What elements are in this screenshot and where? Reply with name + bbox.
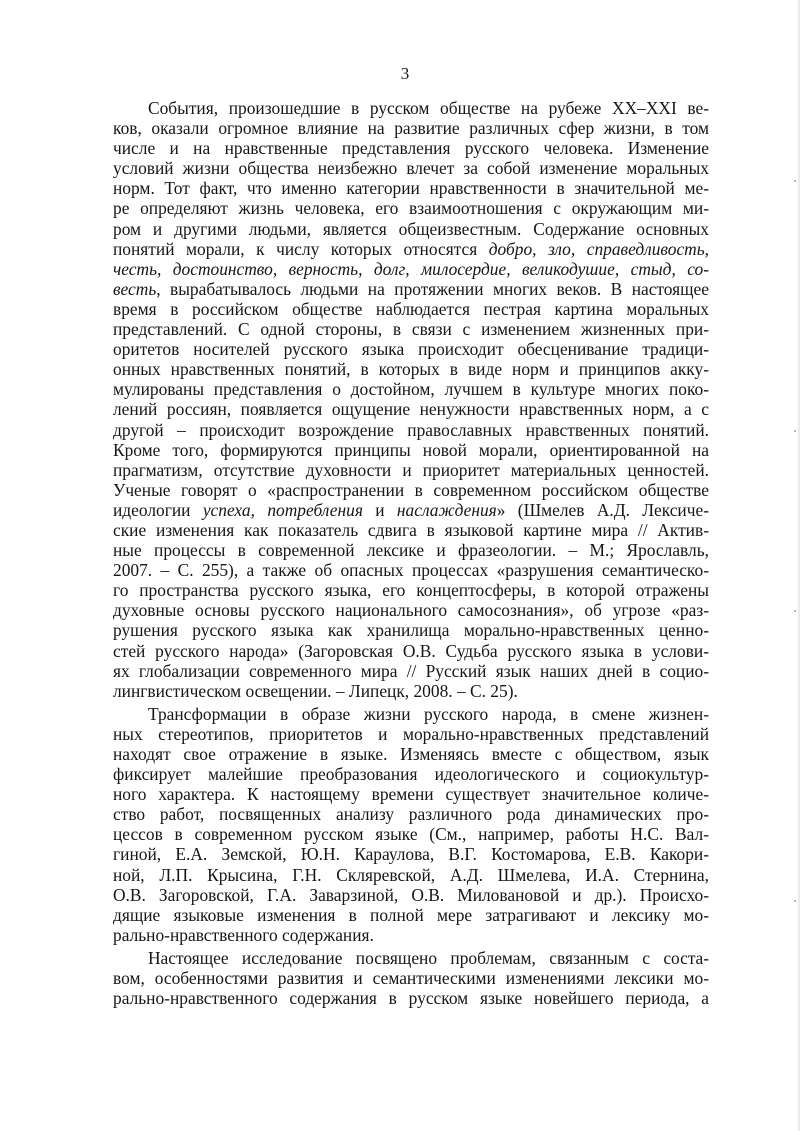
text-line: Трансформации в образе жизни русского народа, в смене жизнен- <box>148 703 709 724</box>
text-line: прагматизм, отсутствие духовности и приоритет материальных ценностей. <box>113 459 709 480</box>
page-number: 3 <box>400 64 410 83</box>
text-line: находят свое отражение в языке. Изменяясь вместе с обществом, язык <box>113 744 709 764</box>
text-line: гиной, Е.А. Земской, Ю.Н. Караулова, В.Г. Костомарова, Е.В. Какори- <box>113 844 709 865</box>
scan-speck <box>794 180 796 182</box>
text-line: ре определяют жизнь человека, его взаимоотношения с окружающим ми- <box>113 198 709 219</box>
text-line: дящие языковые изменения в полной мере затрагивают и лексику мо- <box>113 904 709 925</box>
text-line: Кроме того, формируются принципы новой морали, ориентированной на <box>113 439 709 460</box>
text-line: ные процессы в современной лексике и фразеологии. – М.; Ярославль, <box>113 540 709 561</box>
paragraph-2 <box>113 704 709 945</box>
scan-speck <box>794 900 796 902</box>
text-line: идеологии успеха, потребления и наслаждения» (Шмелев А.Д. Лексиче- <box>113 499 709 520</box>
text-line: События, произошедшие в русском обществе на рубеже XX–XXI ве- <box>148 98 709 118</box>
text-line: ных стереотипов, приоритетов и морально-нравственных представлений <box>113 723 709 744</box>
text-line: стей русского народа» (Загоровская О.В. Судьба русского языка в услови- <box>113 640 709 661</box>
text-line: норм. Тот факт, что именно категории нравственности в значительной ме- <box>113 178 709 199</box>
text-line: рально-нравственного содержания. <box>113 924 374 945</box>
text-line: числе и на нравственные представления русского человека. Изменение <box>113 138 709 159</box>
text-line: цессов в современном русском языке (См., например, работы Н.С. Вал- <box>113 824 709 845</box>
text-line: оритетов носителей русского языка происходит обесценивание традици- <box>113 339 709 360</box>
text-line: ство работ, посвященных анализу различного рода динамических про- <box>113 804 709 825</box>
text-line: Настоящее исследование посвящено проблемам, связанным с состa- <box>148 947 709 968</box>
text-line: другой – происходит возрождение православных нравственных понятий. <box>113 419 709 440</box>
text-line: ские изменения как показатель сдвига в языковой картине мира // Актив- <box>113 519 709 540</box>
text-line: ной, Л.П. Крысина, Г.Н. Скляревской, А.Д. Шмелева, И.А. Стернина, <box>113 864 709 885</box>
paragraph-3 <box>113 948 709 1008</box>
text-line: духовные основы русского национального самосознания», об угрозе «раз- <box>113 600 709 621</box>
body-text <box>113 98 709 1008</box>
text-line: лингвистическом освещении. – Липецк, 2008. – С. 25). <box>113 680 518 701</box>
text-line: ков, оказали огромное влияние на развитие различных сфер жизни, в том <box>113 118 709 139</box>
text-line: условий жизни общества неизбежно влечет за собой изменение моральных <box>113 158 709 179</box>
text-line: 2007. – С. 255), а также об опасных процессах «разрушения семантическо- <box>113 560 709 581</box>
text-line: представлений. С одной стороны, в связи с изменением жизненных при- <box>113 319 709 340</box>
text-line: весть, вырабатывалось людьми на протяжении многих веков. В настоящее <box>113 278 709 299</box>
paragraph-1 <box>113 98 709 701</box>
text-line: ях глобализации современного мира // Русский язык наших дней в социо- <box>113 660 709 681</box>
text-line: время в российском обществе наблюдается пестрая картина моральных <box>113 298 709 319</box>
text-line: фиксирует малейшие преобразования идеологического и социокультур- <box>113 764 709 785</box>
text-line: рально-нравственного содержания в русском языке новейшего периода, а <box>113 988 709 1009</box>
text-line: мулированы представления о достойном, лучшем в культуре многих поко- <box>113 379 709 400</box>
text-line: вом, особенностями развития и семантическими изменениями лексики мо- <box>113 968 709 989</box>
text-line: Ученые говорят о «распространении в современном российском обществе <box>113 479 709 500</box>
text-line: онных нравственных понятий, в которых в виде норм и принципов акку- <box>113 359 709 380</box>
text-line: ром и другими людьми, является общеизвестным. Содержание основных <box>113 218 709 239</box>
text-line: понятий морали, к числу которых относятся добро, зло, справедливость, <box>113 238 709 259</box>
scan-speck <box>794 430 796 432</box>
text-line: честь, достоинство, верность, долг, милосердие, великодушие, стыд, со- <box>113 258 709 279</box>
text-line: го пространства русского языка, его концептосферы, в которой отражены <box>113 580 709 601</box>
text-line: ного характера. К настоящему времени существует значительное количе- <box>113 784 709 805</box>
text-line: лений россиян, появляется ощущение ненужности нравственных норм, а с <box>113 399 709 420</box>
text-line: рушения русского языка как хранилища морально-нравственных ценно- <box>113 620 709 641</box>
scan-speck <box>794 610 796 612</box>
text-line: О.В. Загоровской, Г.А. Заварзиной, О.В. Миловановой и др.). Происхо- <box>113 884 709 905</box>
